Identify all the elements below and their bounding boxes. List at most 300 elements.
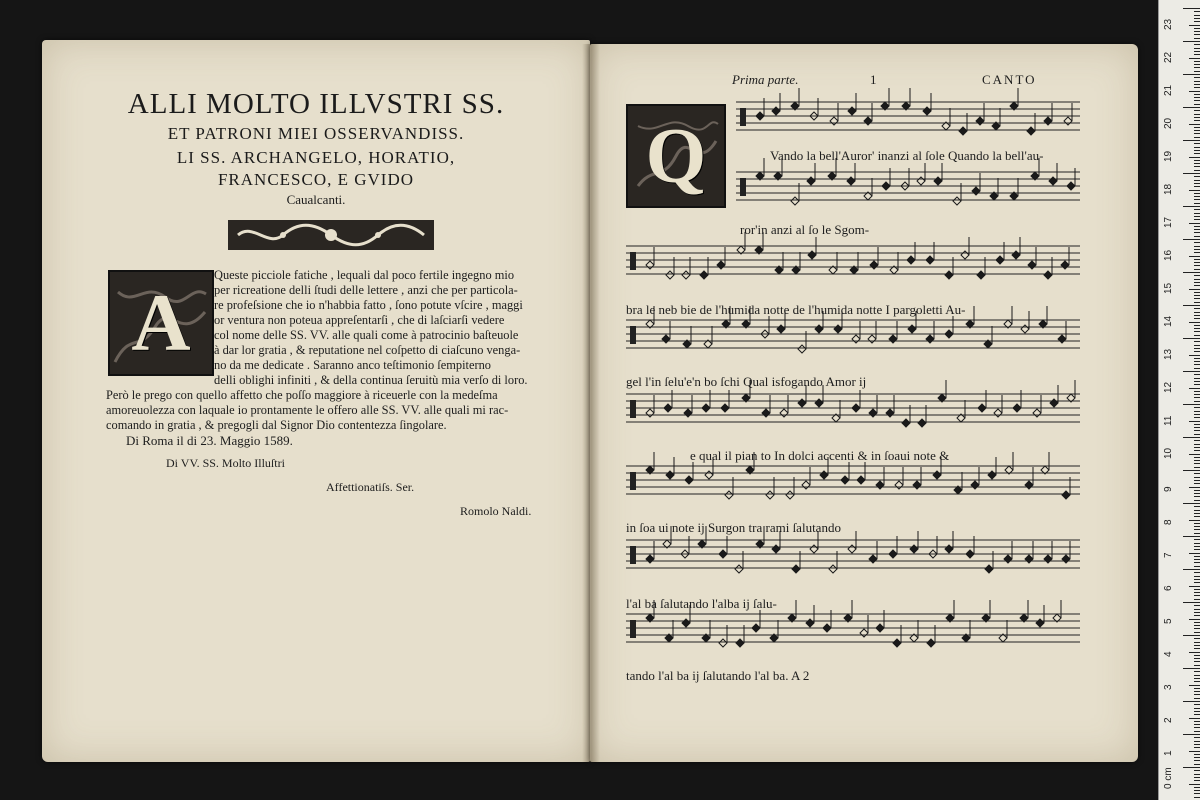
ruler-tick: [1194, 605, 1200, 606]
ruler-tick: [1194, 704, 1200, 705]
note: [705, 471, 713, 479]
note: [852, 404, 860, 412]
ruler-tick: [1194, 265, 1200, 266]
dedication-line-4: FRANCESCO, E GVIDO: [217, 170, 415, 189]
note: [945, 271, 953, 279]
note: [1044, 271, 1052, 279]
ruler-tick: [1194, 407, 1200, 408]
dedication-line-2: ET PATRONI MIEI OSSERVANDISS.: [167, 124, 465, 143]
ruler-tick: [1194, 523, 1200, 524]
ruler-tick: [1194, 331, 1200, 332]
ruler-label: 11: [1163, 415, 1174, 426]
ruler-tick: [1194, 463, 1200, 464]
note: [870, 261, 878, 269]
ruler-tick: [1183, 503, 1200, 504]
note: [926, 335, 934, 343]
ruler-tick: [1194, 582, 1200, 583]
note: [1049, 177, 1057, 185]
ruler-label: 23: [1163, 18, 1174, 30]
ruler-tick: [1194, 381, 1200, 382]
ruler-tick: [1189, 91, 1200, 92]
ruler-tick: [1194, 477, 1200, 478]
voice-label: CANTO: [982, 72, 1037, 87]
ruler-tick: [1194, 335, 1200, 336]
letter-line: or ventura non poteua appreſentarſi , che di laſciarſi vedere: [214, 313, 505, 327]
ruler-tick: [1194, 77, 1200, 78]
ruler-tick: [1194, 576, 1200, 577]
note: [978, 404, 986, 412]
ruler-label: 22: [1163, 51, 1174, 63]
note: [684, 409, 692, 417]
ruler-tick: [1194, 787, 1200, 788]
note: [1027, 127, 1035, 135]
ruler-tick: [1194, 774, 1200, 775]
note: [762, 409, 770, 417]
ruler-tick: [1194, 193, 1200, 194]
note: [1013, 404, 1021, 412]
ruler-tick: [1194, 427, 1200, 428]
lyric-line: tando l'al ba ij ſalutando l'al ba. A 2: [626, 668, 810, 683]
note: [959, 127, 967, 135]
ruler-tick: [1194, 430, 1200, 431]
ruler-tick: [1194, 361, 1200, 362]
ruler-tick: [1189, 124, 1200, 125]
ruler-label: 5: [1163, 618, 1174, 624]
note: [848, 107, 856, 115]
dedication-title: ALLI MOLTO ILLVSTRI SS.: [127, 88, 505, 120]
note: [882, 182, 890, 190]
ruler-tick: [1183, 239, 1200, 240]
note: [953, 197, 961, 205]
ruler-tick: [1189, 256, 1200, 257]
note: [810, 545, 818, 553]
note: [848, 545, 856, 553]
note: [908, 325, 916, 333]
note: [685, 476, 693, 484]
ruler-tick: [1194, 176, 1200, 177]
ruler-tick: [1194, 219, 1200, 220]
ruler-tick: [1194, 434, 1200, 435]
note: [994, 409, 1002, 417]
letter-line: Però le prego con quello affetto che poſſo maggiore à riceuerle con la medeſma: [106, 388, 498, 402]
ruler-tick: [1189, 619, 1200, 620]
ruler-tick: [1183, 470, 1200, 471]
ruler-tick: [1189, 58, 1200, 59]
part-label: Prima parte.: [732, 72, 799, 87]
note: [772, 545, 780, 553]
note: [966, 550, 974, 558]
ruler-tick: [1194, 543, 1200, 544]
ruler-tick: [1183, 635, 1200, 636]
ruler-tick: [1194, 391, 1200, 392]
note: [1025, 481, 1033, 489]
ruler-tick: [1194, 232, 1200, 233]
ruler-tick: [1183, 107, 1200, 108]
ruler-tick: [1194, 315, 1200, 316]
page-number: 1: [870, 72, 877, 87]
note: [798, 399, 806, 407]
note: [857, 476, 865, 484]
dedication-line-5: Caualcanti.: [286, 192, 346, 207]
note: [756, 112, 764, 120]
ruler-tick: [1189, 487, 1200, 488]
note: [646, 409, 654, 417]
ruler-tick: [1194, 678, 1200, 679]
clef: [630, 620, 636, 638]
ruler-tick: [1194, 645, 1200, 646]
note: [682, 619, 690, 627]
note: [725, 491, 733, 499]
ruler-tick: [1194, 642, 1200, 643]
ruler-tick: [1194, 302, 1200, 303]
ruler-tick: [1194, 397, 1200, 398]
ruler-tick: [1194, 133, 1200, 134]
ruler-tick: [1194, 549, 1200, 550]
note: [721, 404, 729, 412]
ruler-tick: [1183, 734, 1200, 735]
ruler-tick: [1194, 691, 1200, 692]
note: [907, 256, 915, 264]
ruler-tick: [1194, 374, 1200, 375]
note: [766, 491, 774, 499]
ruler-tick: [1194, 348, 1200, 349]
note: [1012, 251, 1020, 259]
ruler-tick: [1194, 417, 1200, 418]
note: [666, 471, 674, 479]
clef: [740, 178, 746, 196]
ruler-tick: [1194, 592, 1200, 593]
ruler-tick: [1194, 216, 1200, 217]
ruler-tick: [1194, 87, 1200, 88]
ruler-tick: [1194, 114, 1200, 115]
note: [927, 639, 935, 647]
note: [1062, 555, 1070, 563]
note: [917, 177, 925, 185]
ruler-tick: [1194, 94, 1200, 95]
note: [1028, 261, 1036, 269]
note: [847, 177, 855, 185]
ruler-tick: [1194, 236, 1200, 237]
staff: [626, 232, 1080, 279]
ruler-tick: [1194, 790, 1200, 791]
ruler-tick: [1194, 160, 1200, 161]
letter-line: re profeſsione che io n'habbia fatto , ſono potute vſcire , maggi: [214, 298, 523, 312]
ruler-tick: [1194, 506, 1200, 507]
ruler-tick: [1194, 793, 1200, 794]
note: [889, 550, 897, 558]
note: [700, 271, 708, 279]
ruler-tick: [1194, 648, 1200, 649]
ruler-tick: [1183, 569, 1200, 570]
note: [1050, 399, 1058, 407]
letter-salutation: Di VV. SS. Molto Illuſtri: [166, 456, 285, 470]
ruler-tick: [1194, 780, 1200, 781]
note: [702, 404, 710, 412]
ruler-tick: [1194, 285, 1200, 286]
ruler-tick: [1194, 513, 1200, 514]
ruler-tick: [1183, 74, 1200, 75]
ruler-tick: [1194, 199, 1200, 200]
ruler-tick: [1183, 41, 1200, 42]
ruler-tick: [1194, 378, 1200, 379]
ruler-tick: [1194, 539, 1200, 540]
ruler-tick: [1194, 747, 1200, 748]
ruler-tick: [1194, 110, 1200, 111]
ruler-tick: [1194, 632, 1200, 633]
ruler-tick: [1194, 797, 1200, 798]
note: [823, 624, 831, 632]
note: [860, 629, 868, 637]
ruler-tick: [1194, 757, 1200, 758]
letter-line: per ricreatione delli ſtudi delle lettere , anzi che per particola-: [214, 283, 518, 297]
note: [1061, 261, 1069, 269]
note: [664, 404, 672, 412]
note: [666, 271, 674, 279]
ruler-tick: [1194, 493, 1200, 494]
ruler-tick: [1194, 229, 1200, 230]
clef: [630, 400, 636, 418]
ruler-label: 9: [1163, 486, 1174, 492]
ruler-tick: [1194, 714, 1200, 715]
note: [777, 325, 785, 333]
note: [933, 471, 941, 479]
ruler-tick: [1194, 721, 1200, 722]
ruler-tick: [1194, 394, 1200, 395]
note: [808, 251, 816, 259]
note: [864, 117, 872, 125]
ruler-label: 19: [1163, 150, 1174, 162]
ruler-tick: [1194, 655, 1200, 656]
note: [830, 117, 838, 125]
ruler-tick: [1194, 671, 1200, 672]
note: [923, 107, 931, 115]
ruler-tick: [1194, 625, 1200, 626]
letter-line: col nome delle SS. VV. alle quali come à patrocinio baſteuole: [214, 328, 519, 342]
note: [772, 107, 780, 115]
ruler-tick: [1194, 483, 1200, 484]
ruler-tick: [1194, 150, 1200, 151]
note: [869, 555, 877, 563]
ruler-tick: [1189, 355, 1200, 356]
ruler-tick: [1183, 437, 1200, 438]
ruler-tick: [1194, 424, 1200, 425]
ruler-tick: [1189, 157, 1200, 158]
ruler-tick: [1194, 183, 1200, 184]
ruler-label: 20: [1163, 117, 1174, 129]
ruler-tick: [1183, 305, 1200, 306]
note: [829, 565, 837, 573]
note: [806, 619, 814, 627]
ruler-tick: [1194, 28, 1200, 29]
ruler-tick: [1194, 665, 1200, 666]
note: [1036, 619, 1044, 627]
letter-line: no da me dedicate . Saranno anco teſtimonio ſempiterno: [214, 358, 491, 372]
ruler-tick: [1194, 100, 1200, 101]
ruler-tick: [1194, 127, 1200, 128]
note: [976, 117, 984, 125]
ruler-tick: [1194, 120, 1200, 121]
ruler-tick: [1183, 206, 1200, 207]
ruler-tick: [1194, 341, 1200, 342]
right-page: [590, 44, 1138, 762]
ruler-tick: [1194, 510, 1200, 511]
lyric-line: e qual il pian to In dolci accenti & in ſoaui note &: [690, 448, 950, 463]
note: [886, 409, 894, 417]
ruler-tick: [1194, 708, 1200, 709]
ruler-tick: [1194, 566, 1200, 567]
ruler-tick: [1194, 282, 1200, 283]
ruler-label: 21: [1163, 84, 1174, 96]
ruler-tick: [1194, 97, 1200, 98]
ruler-tick: [1194, 546, 1200, 547]
ruler-tick: [1183, 272, 1200, 273]
ruler-tick: [1194, 71, 1200, 72]
lyric-line: bra le neb bie de l'humida notte de l'humida notte I pargoletti Au-: [626, 302, 966, 317]
note: [910, 545, 918, 553]
ruler-tick: [1194, 213, 1200, 214]
ruler-tick: [1189, 520, 1200, 521]
ruler-tick: [1194, 661, 1200, 662]
lyric-line: l'al ba ſalutando l'alba ij ſalu-: [626, 596, 777, 611]
note: [736, 639, 744, 647]
ruler-tick: [1194, 480, 1200, 481]
ruler-tick: [1183, 767, 1200, 768]
ruler-tick: [1194, 163, 1200, 164]
ruler-tick: [1194, 411, 1200, 412]
ruler-tick: [1194, 117, 1200, 118]
clef: [630, 546, 636, 564]
ruler-tick: [1189, 388, 1200, 389]
ruler-tick: [1194, 298, 1200, 299]
ruler-tick: [1194, 312, 1200, 313]
ruler-tick: [1194, 529, 1200, 530]
letter-line: Queste picciole fatiche , lequali dal poco fertile ingegno mio: [214, 268, 515, 282]
note: [662, 335, 670, 343]
ruler-tick: [1194, 698, 1200, 699]
note: [717, 261, 725, 269]
note: [869, 409, 877, 417]
ruler-tick: [1194, 130, 1200, 131]
ruler-tick: [1194, 104, 1200, 105]
ornamental-headpiece: [228, 220, 434, 250]
ruler-tick: [1194, 61, 1200, 62]
note: [646, 555, 654, 563]
note: [815, 399, 823, 407]
ruler-tick: [1189, 322, 1200, 323]
ruler-tick: [1194, 84, 1200, 85]
ruler-tick: [1194, 226, 1200, 227]
ruler-tick: [1194, 209, 1200, 210]
ruler-tick: [1194, 269, 1200, 270]
ruler-tick: [1194, 252, 1200, 253]
ruler-tick: [1194, 457, 1200, 458]
measuring-ruler: [1158, 0, 1200, 800]
note: [988, 471, 996, 479]
letter-date: Di Roma il di 23. Maggio 1589.: [126, 433, 293, 448]
ruler-tick: [1194, 44, 1200, 45]
ruler-tick: [1194, 275, 1200, 276]
ruler-tick: [1194, 384, 1200, 385]
ruler-tick: [1189, 223, 1200, 224]
note: [971, 481, 979, 489]
letter-line: à dar lor gratia , & reputatione nel coſpetto di ciaſcuno venga-: [214, 343, 521, 357]
note: [791, 197, 799, 205]
ruler-tick: [1194, 496, 1200, 497]
ruler-tick: [1183, 668, 1200, 669]
note: [945, 330, 953, 338]
staff: [736, 158, 1080, 205]
ruler-tick: [1194, 292, 1200, 293]
ruler-tick: [1194, 31, 1200, 32]
ruler-tick: [1194, 51, 1200, 52]
ruler-tick: [1194, 473, 1200, 474]
ruler-label: 10: [1163, 447, 1174, 459]
ruler-tick: [1194, 196, 1200, 197]
ruler-tick: [1194, 572, 1200, 573]
ruler-tick: [1194, 153, 1200, 154]
ruler-tick: [1183, 602, 1200, 603]
ruler-label: 1: [1163, 750, 1174, 756]
ruler-tick: [1194, 18, 1200, 19]
note: [802, 481, 810, 489]
ruler-tick: [1194, 166, 1200, 167]
ruler-tick: [1194, 318, 1200, 319]
ruler-tick: [1194, 727, 1200, 728]
ruler-tick: [1194, 447, 1200, 448]
ruler-tick: [1194, 242, 1200, 243]
ruler-tick: [1194, 143, 1200, 144]
note: [1021, 325, 1029, 333]
ruler-tick: [1194, 67, 1200, 68]
ruler-tick: [1194, 764, 1200, 765]
ruler-tick: [1194, 450, 1200, 451]
decorated-initial-a: A: [108, 270, 214, 376]
ruler-tick: [1194, 770, 1200, 771]
ruler-label: 4: [1163, 651, 1174, 657]
ruler-tick: [1189, 421, 1200, 422]
clef: [630, 472, 636, 490]
ruler-tick: [1194, 460, 1200, 461]
note: [820, 471, 828, 479]
note: [646, 261, 654, 269]
ruler-tick: [1194, 259, 1200, 260]
ruler-tick: [1183, 404, 1200, 405]
ruler-tick: [1194, 711, 1200, 712]
ruler-tick: [1194, 777, 1200, 778]
lyric-line: in ſoa ui note ij Surgon tra rami ſalutando: [626, 520, 841, 535]
ruler-tick: [1194, 579, 1200, 580]
note: [852, 335, 860, 343]
ruler-tick: [1189, 289, 1200, 290]
ruler-tick: [1194, 675, 1200, 676]
ruler-tick: [1194, 599, 1200, 600]
note: [719, 550, 727, 558]
ruler-tick: [1183, 8, 1200, 9]
note: [1062, 491, 1070, 499]
ruler-tick: [1194, 54, 1200, 55]
ruler-tick: [1194, 589, 1200, 590]
note: [889, 335, 897, 343]
note: [719, 639, 727, 647]
ruler-tick: [1194, 688, 1200, 689]
note: [945, 545, 953, 553]
ruler-tick: [1194, 440, 1200, 441]
ruler-label: 13: [1163, 348, 1174, 360]
note: [834, 325, 842, 333]
note: [1067, 182, 1075, 190]
note: [792, 565, 800, 573]
ruler-tick: [1189, 25, 1200, 26]
